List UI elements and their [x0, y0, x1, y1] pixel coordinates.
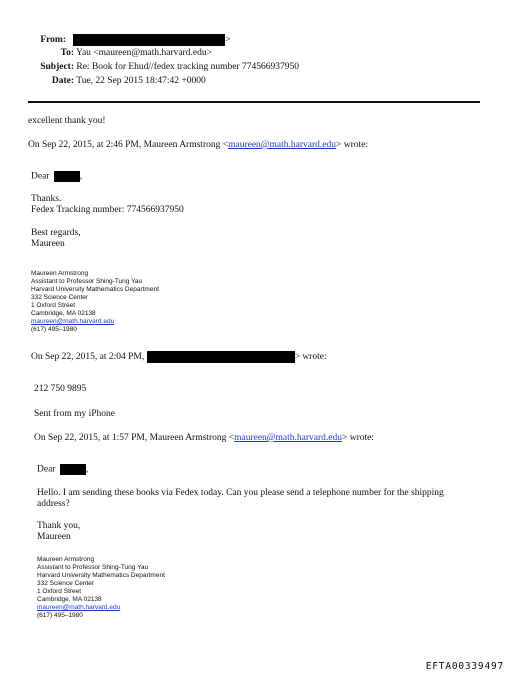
quote2-intro — [31, 351, 327, 363]
date-label: Date: — [51, 76, 74, 86]
quote3-dear — [37, 464, 88, 476]
sig1-title: Assistant to Professor Shing-Tung Yau — [31, 278, 143, 285]
sig1-city: Cambridge, MA 02138 — [31, 310, 96, 317]
sig2-name: Maureen Armstrong — [37, 556, 95, 563]
redaction-bar — [60, 464, 89, 475]
quote2-sent-from: Sent from my iPhone — [34, 409, 116, 419]
sig1-phone: (617) 495–1980 — [31, 326, 77, 333]
quote3-body-line1: Hello. I am sending these books via Fedex today. Can you please send a telephone number for the shipping — [37, 488, 444, 498]
quote1-intro-prefix: On Sep 22, 2015, at 2:46 PM, Maureen Armstrong < — [28, 140, 229, 150]
subject-value: Re: Book for Ehud//fedex tracking number 774566937950 — [76, 62, 300, 72]
sig2-city: Cambridge, MA 02138 — [37, 596, 102, 603]
header-divider — [28, 101, 480, 103]
quote3-name: Maureen — [37, 532, 71, 542]
quote3-intro — [34, 433, 374, 444]
quote3-thanks: Thank you, — [37, 521, 81, 531]
sig1-email-link[interactable]: maureen@math.harvard.edu — [31, 318, 115, 325]
redaction-bar — [73, 34, 225, 46]
header-subject-row — [8, 62, 299, 73]
from-label: From: — [40, 35, 66, 46]
quote2-intro-suffix: > wrote: — [294, 352, 327, 363]
sig1-name: Maureen Armstrong — [31, 270, 89, 277]
quote1-dear — [31, 171, 82, 183]
comma: , — [79, 171, 83, 182]
sig2-office: 332 Science Center — [37, 580, 95, 587]
dear-word: Dear — [31, 171, 50, 182]
dear-word: Dear — [37, 464, 56, 475]
quote1-thanks: Thanks. — [31, 194, 62, 204]
quote1-email-link[interactable]: maureen@math.harvard.edu — [228, 140, 337, 150]
sig1-office: 332 Science Center — [31, 294, 89, 301]
sig2-department: Harvard University Mathematics Department — [37, 572, 165, 579]
quote1-regards: Best regards, — [31, 228, 81, 238]
quote1-intro-suffix: > wrote: — [336, 140, 369, 150]
redaction-bar — [147, 351, 295, 363]
from-suffix: > — [225, 35, 231, 46]
quote3-body-line2: address? — [37, 499, 70, 509]
quote2-phone-number: 212 750 9895 — [34, 384, 87, 394]
quote3-email-link[interactable]: maureen@math.harvard.edu — [234, 433, 343, 443]
quote2-intro-prefix: On Sep 22, 2015, at 2:04 PM, — [31, 352, 145, 363]
quote1-intro — [28, 140, 368, 151]
to-value: Yau <maureen@math.harvard.edu> — [76, 48, 212, 58]
sig2-phone: (617) 495–1980 — [37, 612, 83, 619]
redaction-bar — [54, 171, 83, 182]
reply-text: excellent thank you! — [28, 116, 106, 126]
quote1-name: Maureen — [31, 239, 65, 249]
quote3-intro-prefix: On Sep 22, 2015, at 1:57 PM, Maureen Armstrong < — [34, 433, 235, 443]
header-to-row — [8, 48, 212, 59]
sig2-email-link[interactable]: maureen@math.harvard.edu — [37, 604, 121, 611]
subject-label: Subject: — [40, 62, 74, 72]
document-id: EFTA00339497 — [425, 661, 504, 672]
header-date-row — [8, 76, 206, 87]
date-value: Tue, 22 Sep 2015 18:47:42 +0000 — [76, 76, 206, 86]
sig1-street: 1 Oxford Street — [31, 302, 76, 309]
to-label: To: — [60, 48, 74, 58]
quote1-tracking: Fedex Tracking number: 774566937950 — [31, 205, 184, 215]
comma: , — [85, 464, 89, 475]
sig2-street: 1 Oxford Street — [37, 588, 82, 595]
sig1-department: Harvard University Mathematics Department — [31, 286, 159, 293]
sig2-title: Assistant to Professor Shing-Tung Yau — [37, 564, 149, 571]
quote3-intro-suffix: > wrote: — [342, 433, 375, 443]
header-from-row — [0, 34, 231, 46]
